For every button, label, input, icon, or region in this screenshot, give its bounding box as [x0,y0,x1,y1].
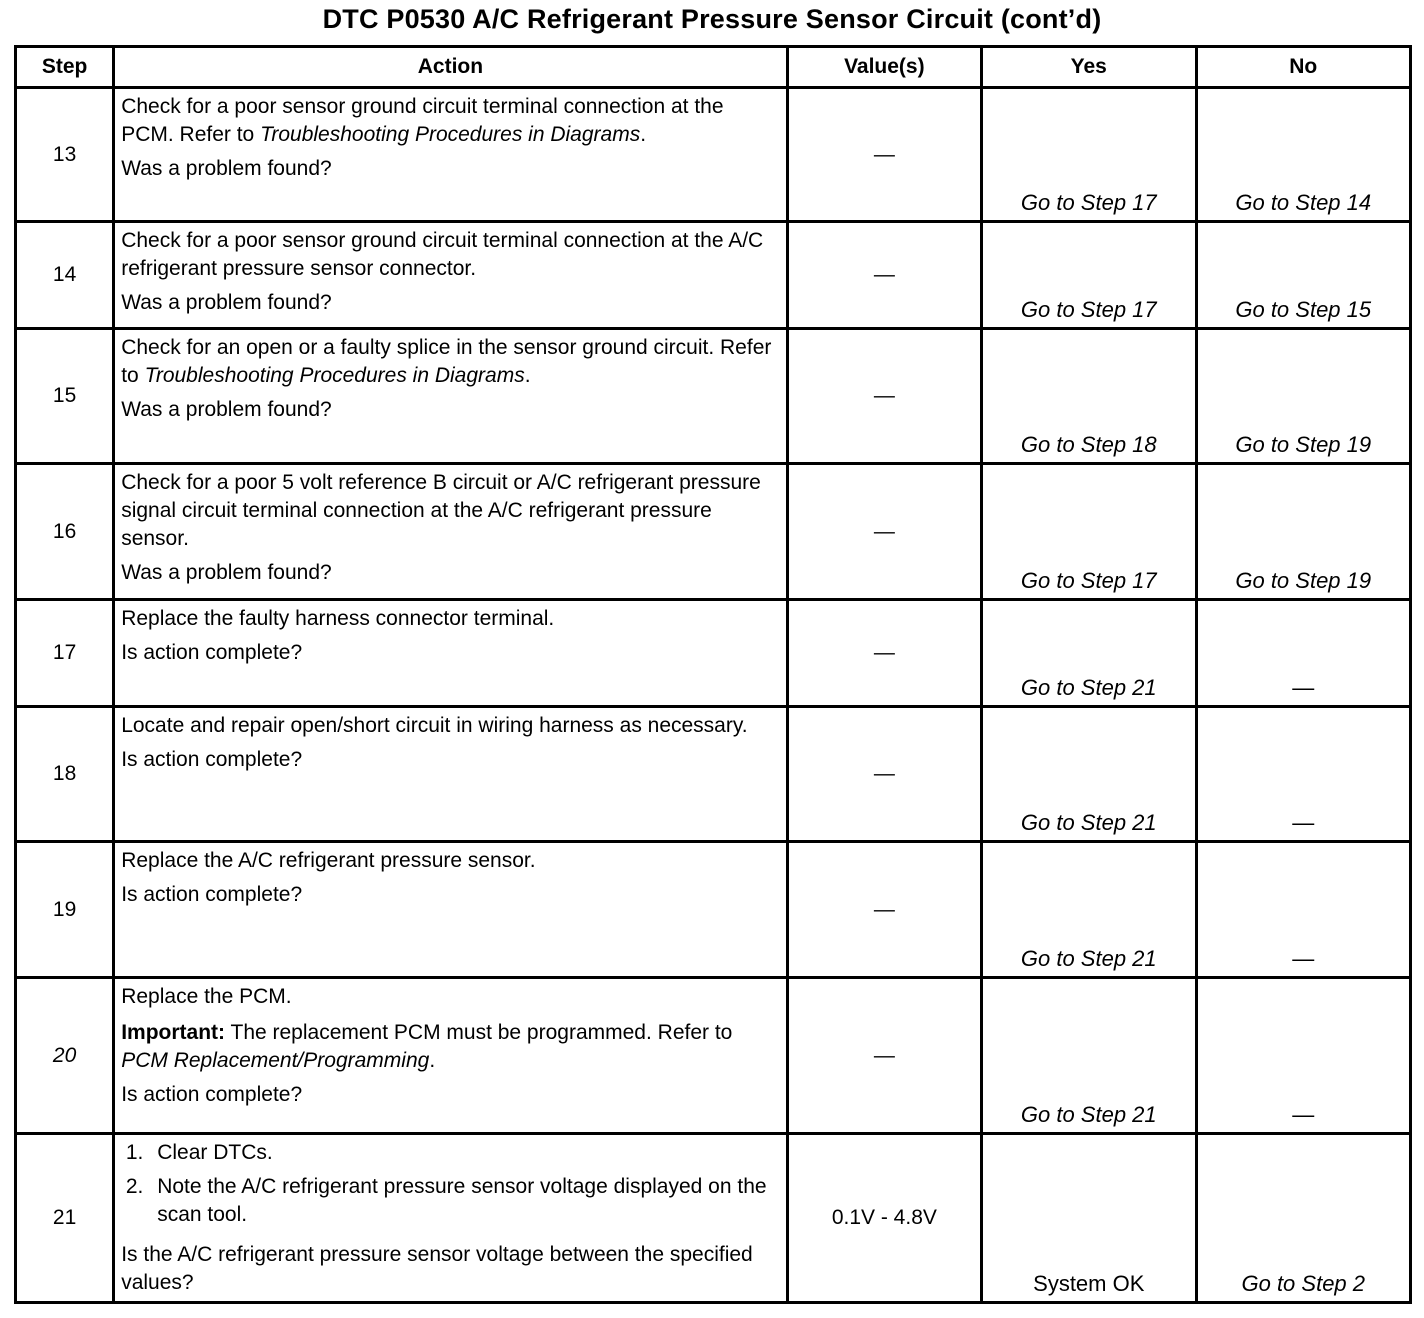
table-row [16,1134,1411,1303]
value-cell: — [787,842,981,978]
table-row [16,88,1411,222]
action-cell [114,600,787,707]
action-question: Was a problem found? [121,157,332,180]
yes-result: Go to Step 21 [982,842,1196,978]
action-question: Is action complete? [121,883,303,906]
table-row [16,707,1411,842]
table-row [16,329,1411,464]
step-number: 18 [16,707,114,842]
value-cell: — [787,978,981,1134]
reference-link: Troubleshooting Procedures in Diagrams [144,364,525,387]
value-cell: — [787,329,981,464]
action-question: Was a problem found? [121,561,332,584]
action-cell [114,464,787,600]
action-cell [114,1134,787,1303]
header-values: Value(s) [787,47,981,88]
reference-link: PCM Replacement/Programming [121,1049,430,1072]
reference-link: Troubleshooting Procedures in Diagrams [260,123,641,146]
yes-result: System OK [982,1134,1196,1303]
action-question: Is action complete? [121,748,303,771]
yes-result: Go to Step 21 [982,978,1196,1134]
value-cell: — [787,222,981,329]
action-text: Locate and repair open/short circuit in wiring harness as necessary. [121,714,748,737]
yes-result: Go to Step 17 [982,88,1196,222]
no-result: — [1196,842,1411,978]
table-row [16,600,1411,707]
header-step: Step [16,47,114,88]
value-cell: 0.1V - 4.8V [787,1134,981,1303]
important-label: Important: [121,1021,226,1044]
value-cell: — [787,464,981,600]
no-result: Go to Step 19 [1196,464,1411,600]
step-number: 17 [16,600,114,707]
table-row [16,978,1411,1134]
action-question: Is action complete? [121,641,303,664]
step-number: 19 [16,842,114,978]
list-item: 2. Note the A/C refrigerant pressure sensor voltage displayed on the scan tool. [149,1173,781,1229]
yes-result: Go to Step 21 [982,707,1196,842]
value-cell: — [787,88,981,222]
action-cell [114,842,787,978]
no-result: — [1196,707,1411,842]
header-yes: Yes [982,47,1196,88]
no-result: Go to Step 15 [1196,222,1411,329]
action-cell [114,707,787,842]
yes-result: Go to Step 18 [982,329,1196,464]
table-row [16,222,1411,329]
header-row [16,47,1411,88]
value-cell: — [787,600,981,707]
action-cell [114,88,787,222]
action-text: Check for an open or a faulty splice in the sensor ground circuit. Refer to Troubleshooting Procedures in Diagrams. [121,336,772,387]
action-text: Replace the PCM. [121,985,292,1008]
action-cell [114,329,787,464]
table-row [16,464,1411,600]
step-number: 13 [16,88,114,222]
action-text: Check for a poor sensor ground circuit terminal connection at the PCM. Refer to Troubleshooting Procedures in Diagrams. [121,95,724,146]
action-text: Replace the A/C refrigerant pressure sensor. [121,849,536,872]
no-result: — [1196,978,1411,1134]
action-question: Is action complete? [121,1083,303,1106]
action-text: Check for a poor 5 volt reference B circuit or A/C refrigerant pressure signal circuit terminal connection at the A/C refrigerant pressure sensor. [121,471,761,550]
step-number: 15 [16,329,114,464]
important-note: Important: The replacement PCM must be programmed. Refer to PCM Replacement/Programming. [121,1021,733,1072]
action-cell [114,978,787,1134]
header-no: No [1196,47,1411,88]
step-number: 21 [16,1134,114,1303]
action-cell [114,222,787,329]
no-result: Go to Step 14 [1196,88,1411,222]
no-result: — [1196,600,1411,707]
action-text: Check for a poor sensor ground circuit terminal connection at the A/C refrigerant pressure sensor connector. [121,229,764,280]
yes-result: Go to Step 17 [982,222,1196,329]
yes-result: Go to Step 17 [982,464,1196,600]
action-question: Is the A/C refrigerant pressure sensor voltage between the specified values? [121,1243,753,1294]
action-text: Replace the faulty harness connector terminal. [121,607,555,630]
procedure-list [121,1139,781,1235]
step-number: 16 [16,464,114,600]
action-question: Was a problem found? [121,291,332,314]
step-number: 14 [16,222,114,329]
yes-result: Go to Step 21 [982,600,1196,707]
no-result: Go to Step 19 [1196,329,1411,464]
table-row [16,842,1411,978]
diagnostic-table [14,45,1412,1304]
page-title: DTC P0530 A/C Refrigerant Pressure Sensor Circuit (cont’d) [322,4,1102,34]
header-action: Action [114,47,787,88]
step-number: 20 [16,978,114,1134]
list-item: 1. Clear DTCs. [149,1139,781,1167]
action-question: Was a problem found? [121,398,332,421]
value-cell: — [787,707,981,842]
no-result: Go to Step 2 [1196,1134,1411,1303]
